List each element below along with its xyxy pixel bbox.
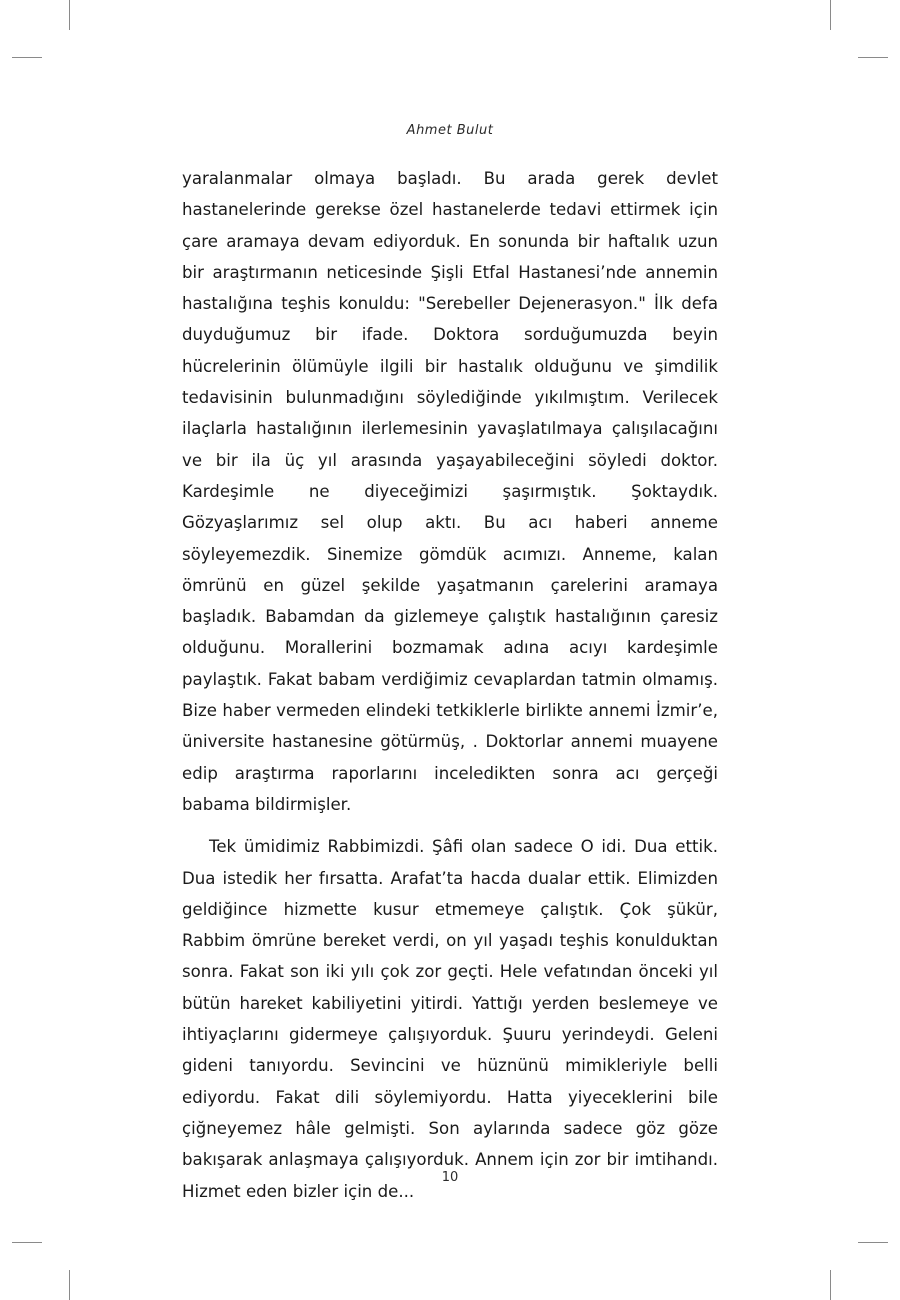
- paragraph: yaralanmalar olmaya başladı. Bu arada gerek devlet hastanelerinde gerekse özel hastanelerde tedavi ettirmek için çare aramaya devam ediyorduk. En sonunda bir haftalık uzun bir araştırmanın neticesinde Şişli Etfal Hastanesi’nde annemin hastalığına teşhis konuldu: "Serebeller Dejenerasyon." İlk defa duyduğumuz bir ifade. Doktora sorduğumuzda beyin hücrelerinin ölümüyle ilgili bir hastalık olduğunu ve şimdilik tedavisinin bulunmadığını söylediğinde yıkılmıştım. Verilecek ilaçlarla hastalığının ilerlemesinin yavaşlatılmaya çalışılacağını ve bir ila üç yıl arasında yaşayabileceğini söyledi doktor. Kardeşimle ne diyeceğimizi şaşırmıştık. Şoktaydık. Gözyaşlarımız sel olup aktı. Bu acı haberi anneme söyleyemezdik. Sinemize gömdük acımızı. Anneme, kalan ömrünü en güzel şekilde yaşatmanın çarelerini aramaya başladık. Babamdan da gizlemeye çalıştık hastalığının çaresiz olduğunu. Morallerini bozmamak adına acıyı kardeşimle paylaştık. Fakat babam verdiğimiz cevaplardan tatmin olmamış. Bize haber vermeden elindeki tetkiklerle birlikte annemi İzmir’e, üniversite hastanesine götürmüş, . Doktorlar annemi muayene edip araştırma raporlarını inceledikten sonra acı gerçeği babama bildirmişler.: [182, 169, 718, 814]
- crop-mark-top-right-horizontal: [858, 57, 888, 58]
- crop-mark-top-left-vertical: [69, 0, 70, 30]
- crop-mark-top-right-vertical: [830, 0, 831, 30]
- crop-mark-bottom-left-horizontal: [12, 1242, 42, 1243]
- body-text: [182, 163, 718, 1207]
- paragraph: Tek ümidimiz Rabbimizdi. Şâfi olan sadece O idi. Dua ettik. Dua istedik her fırsatta. Arafat’ta hacda dualar ettik. Elimizden geldiğince hizmette kusur etmemeye çalıştık. Çok şükür, Rabbim ömrüne bereket verdi, on yıl yaşadı teşhis konulduktan sonra. Fakat son iki yılı çok zor geçti. Hele vefatından önceki yıl bütün hareket kabiliyetini yitirdi. Yattığı yerden beslemeye ve ihtiyaçlarını gidermeye çalışıyorduk. Şuuru yerindeydi. Geleni gideni tanıyordu. Sevincini ve hüznünü mimikleriyle belli ediyordu. Fakat dili söylemiyordu. Hatta yiyeceklerini bile çiğneyemez hâle gelmişti. Son aylarında sadece göz göze bakışarak anlaşmaya çalışıyorduk. Annem için zor bir imtihandı. Hizmet eden bizler için de...: [182, 837, 718, 1201]
- running-head: Ahmet Bulut: [406, 123, 494, 138]
- crop-mark-bottom-right-vertical: [830, 1270, 831, 1300]
- page-number: 10: [441, 1170, 459, 1185]
- crop-mark-top-left-horizontal: [12, 57, 42, 58]
- crop-mark-bottom-left-vertical: [69, 1270, 70, 1300]
- crop-mark-bottom-right-horizontal: [858, 1242, 888, 1243]
